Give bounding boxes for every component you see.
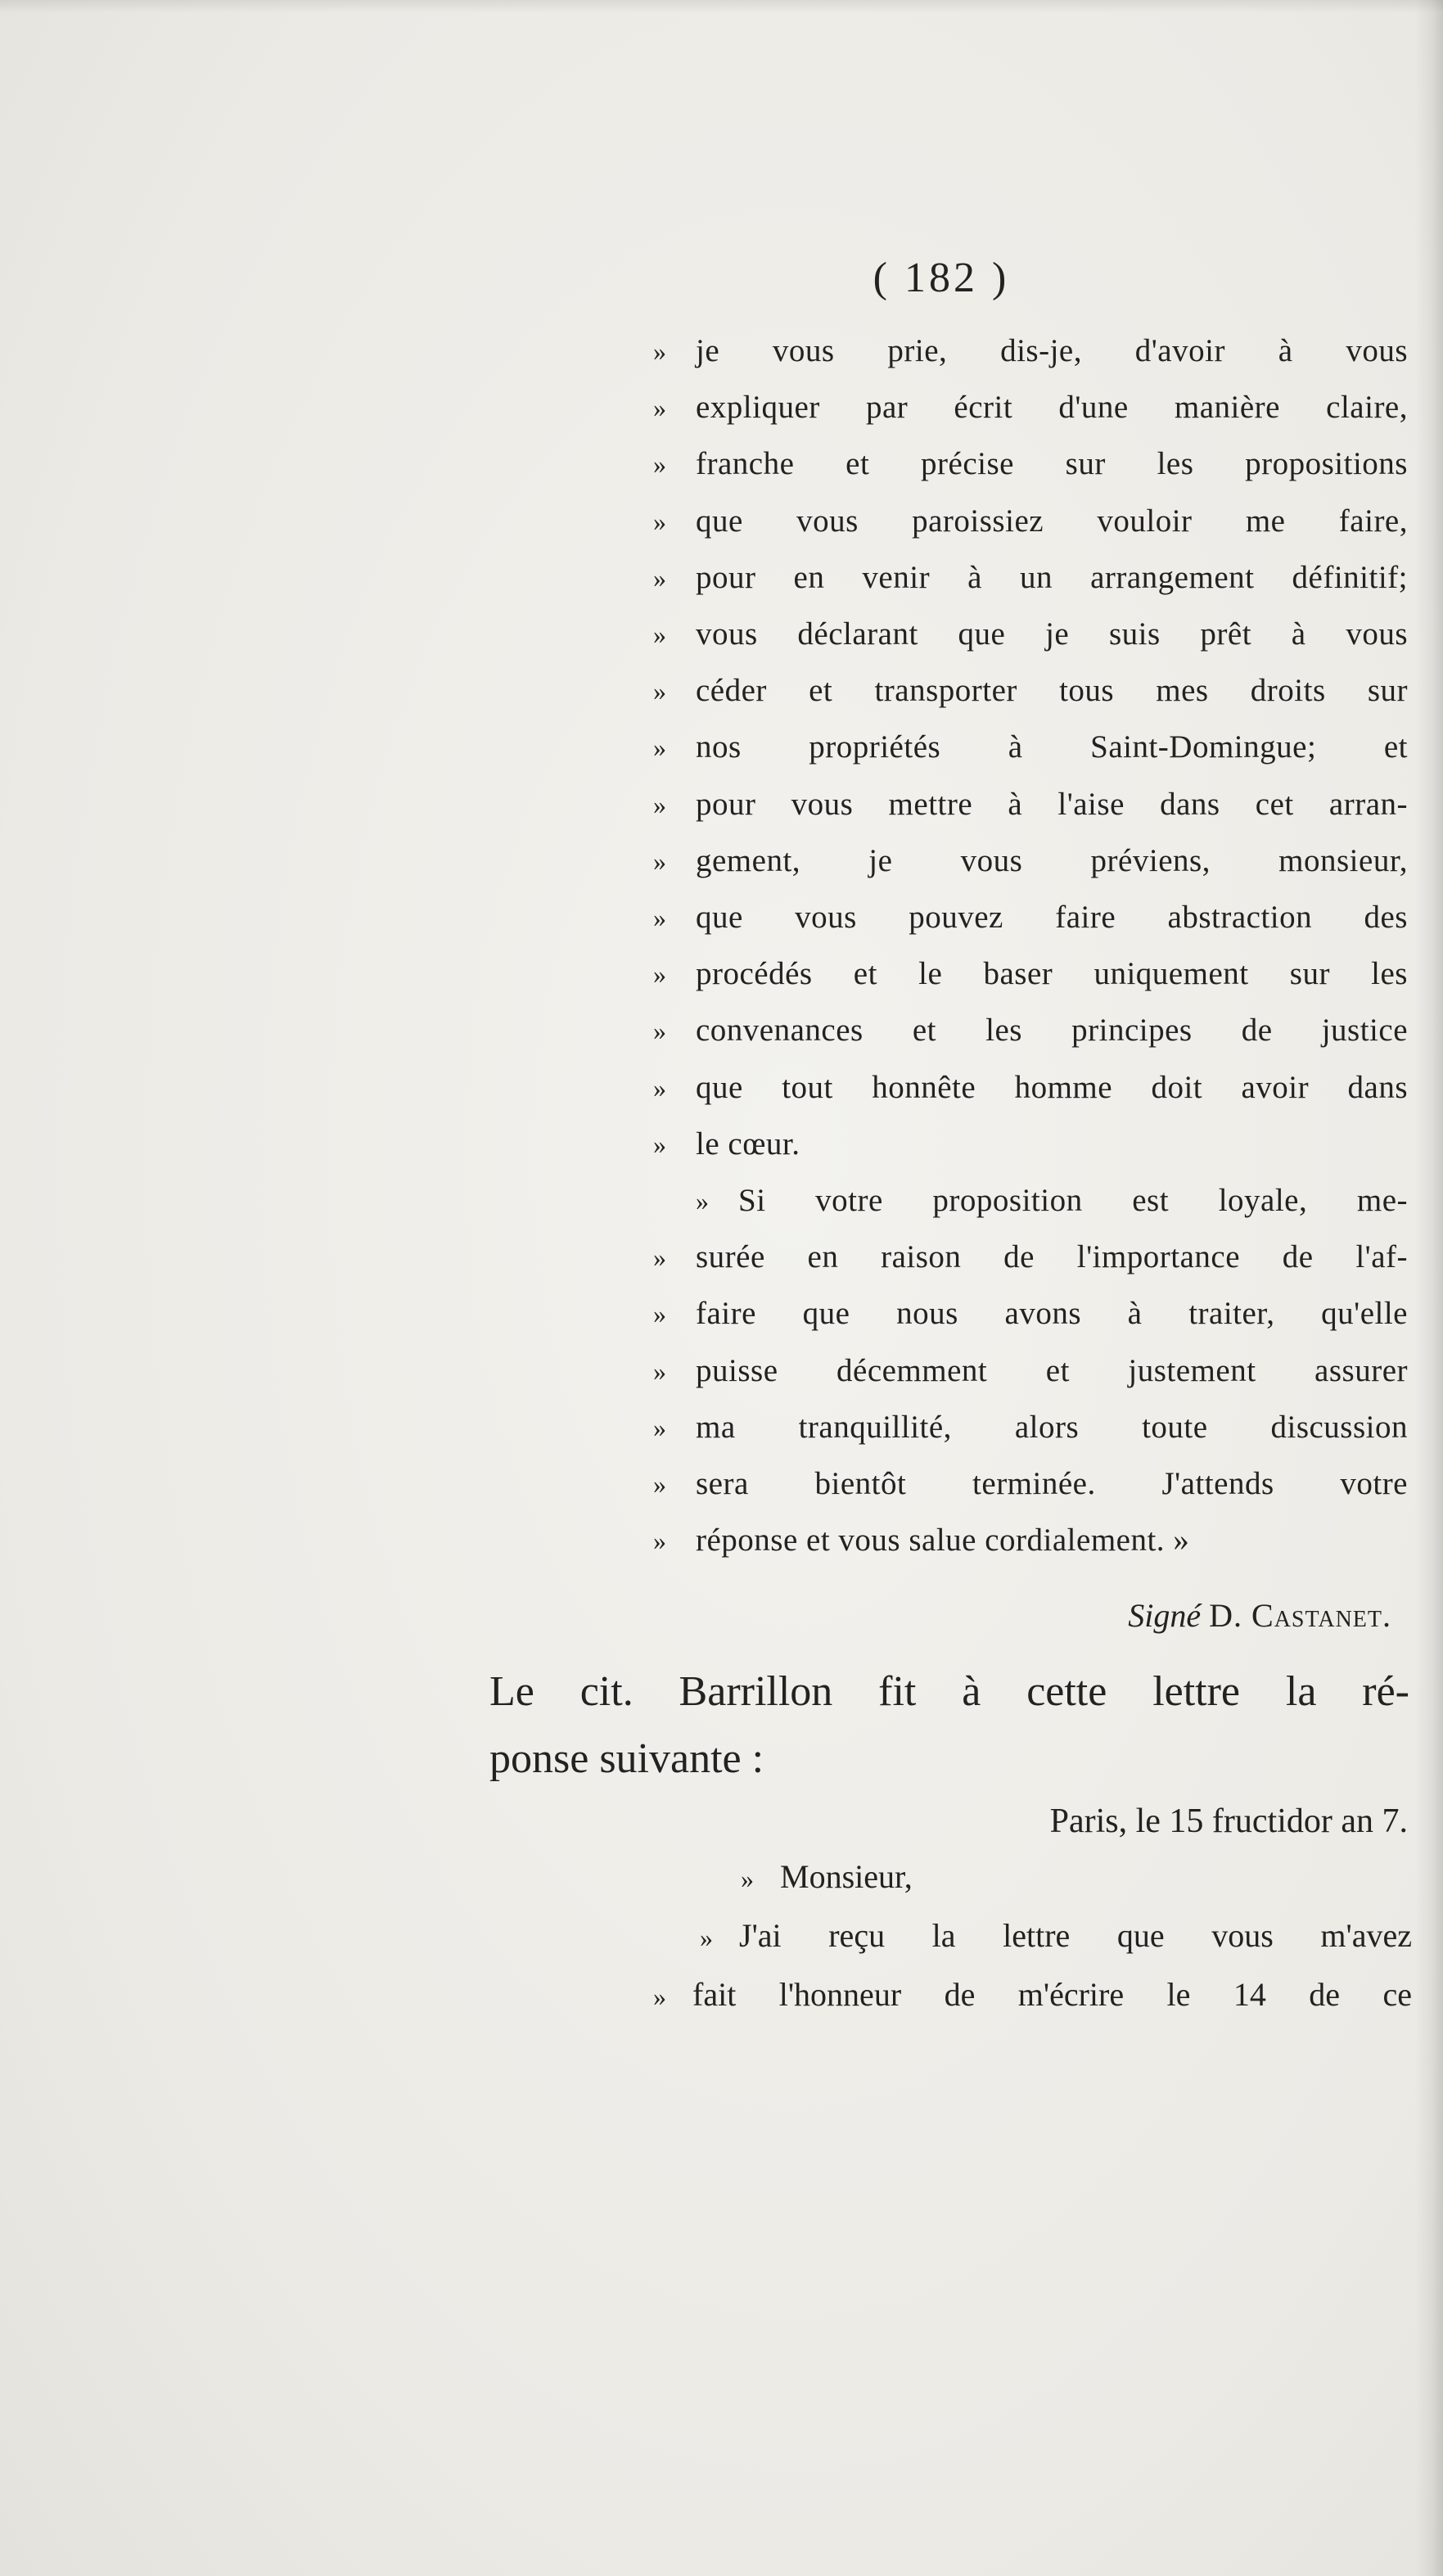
quote-mark: » [653, 1356, 666, 1386]
quote-line-text: vous déclarant que je suis prêt à vous [696, 616, 1408, 652]
quote-line-text: expliquer par écrit d'une manière claire, [696, 390, 1408, 426]
quote-line [653, 720, 1414, 775]
quote-mark: » [653, 903, 666, 932]
quote-line [653, 1343, 1414, 1399]
quote-line [653, 833, 1414, 889]
quote-line [653, 1456, 1414, 1512]
signature-signe: Signé [1128, 1597, 1202, 1634]
quote-mark: » [653, 789, 666, 819]
quote-mark: » [653, 620, 666, 649]
quote-mark: » [653, 562, 666, 593]
quote-line [653, 1513, 1414, 1568]
quote-mark: » [741, 1864, 754, 1893]
page-top-edge [0, 0, 1443, 13]
quote-line [653, 777, 1414, 832]
quote-mark: » [653, 1243, 666, 1273]
quote-line [653, 380, 1414, 435]
reply-salutation [741, 1850, 913, 1906]
quote-line-text: pour vous mettre à l'aise dans cet arran- [696, 786, 1408, 822]
body-paragraph-line: Le cit. Barrillon fit à cette lettre la ré- [489, 1668, 1409, 1715]
quote-mark: » [653, 1016, 666, 1046]
quote-line-text: franche et précise sur les propositions [696, 446, 1408, 482]
quote-line-text: ma tranquillité, alors toute discussion [696, 1409, 1408, 1445]
quote-line [653, 663, 1414, 719]
quote-line [653, 890, 1414, 945]
quote-line [653, 1117, 1414, 1172]
quote-line [653, 323, 1414, 379]
quote-line [653, 1286, 1414, 1342]
reply-line-text: J'ai reçu la lettre que vous m'avez [739, 1917, 1412, 1954]
quote-mark: » [653, 506, 666, 536]
quote-mark: » [653, 959, 666, 990]
quote-line [653, 1400, 1414, 1455]
quote-line-text: faire que nous avons à traiter, qu'elle [696, 1296, 1408, 1332]
quote-line-text: que tout honnête homme doit avoir dans [696, 1069, 1408, 1105]
quote-mark: » [653, 676, 666, 706]
quote-line [653, 1060, 1414, 1116]
quote-mark: » [653, 1469, 666, 1499]
quote-mark: » [653, 449, 666, 480]
quote-line [653, 607, 1414, 662]
quote-mark: » [653, 733, 666, 763]
quote-mark: » [653, 1526, 666, 1556]
quote-line-text: puisse décemment et justement assurer [696, 1352, 1408, 1388]
quote-mark: » [653, 846, 666, 876]
signature-name: D. Castanet. [1209, 1597, 1391, 1634]
signature [966, 1596, 1391, 1635]
reply-line [700, 1909, 1412, 1965]
page-edge-shadow [1415, 0, 1443, 2576]
quote-line [653, 1003, 1414, 1058]
quote-line-text: Si votre proposition est loyale, me- [738, 1183, 1408, 1218]
quote-mark: » [696, 1186, 709, 1216]
quote-mark: » [653, 1412, 666, 1442]
quote-mark: » [653, 1072, 666, 1103]
quote-line [653, 1173, 1414, 1229]
quote-mark: » [653, 393, 666, 423]
quote-line-text: que vous pouvez faire abstraction des [696, 900, 1408, 935]
quote-line-text: nos propriétés à Saint-Domingue; et [696, 729, 1408, 765]
quote-mark: » [653, 1129, 666, 1159]
reply-salutation-text: Monsieur, [780, 1858, 913, 1895]
quote-line-text: procédés et le baser uniquement sur les [696, 956, 1408, 992]
quote-mark: » [653, 1299, 666, 1329]
quote-line-text: convenances et les principes de justice [696, 1013, 1408, 1049]
quote-mark: » [653, 336, 666, 366]
quote-line-text: céder et transporter tous mes droits sur [696, 673, 1408, 709]
quote-line-text: réponse et vous salue cordialement. » [696, 1523, 1190, 1559]
quote-line [653, 550, 1414, 606]
quote-line-text: le cœur. [696, 1126, 800, 1162]
quote-mark: » [653, 1982, 666, 2011]
quote-mark: » [700, 1923, 713, 1952]
quote-line [653, 436, 1414, 492]
quote-line [653, 494, 1414, 549]
quote-line-text: je vous prie, dis-je, d'avoir à vous [696, 333, 1408, 368]
reply-line-text: fait l'honneur de m'écrire le 14 de ce [692, 1976, 1412, 2013]
quote-line-text: surée en raison de l'importance de l'af- [696, 1239, 1408, 1275]
quote-line [653, 1229, 1414, 1285]
quote-line-text: pour en venir à un arrangement définitif; [696, 559, 1408, 595]
body-paragraph-line: ponse suivante : [489, 1735, 764, 1782]
page-number: ( 182 ) [873, 255, 1010, 301]
reply-dateline: Paris, le 15 fructidor an 7. [1049, 1802, 1408, 1840]
quote-line-text: gement, je vous préviens, monsieur, [696, 842, 1408, 878]
quote-line-text: sera bientôt terminée. J'attends votre [696, 1466, 1408, 1501]
quote-line-text: que vous paroissiez vouloir me faire, [696, 503, 1408, 539]
reply-line [653, 1968, 1412, 2023]
quote-line [653, 946, 1414, 1002]
